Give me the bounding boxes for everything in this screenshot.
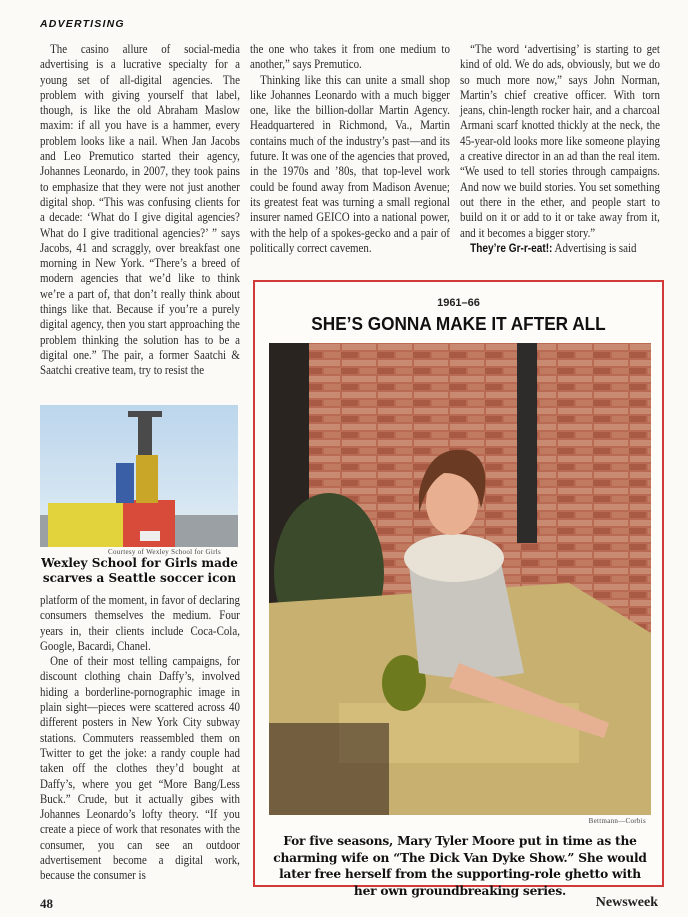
photo-caption: Wexley School for Girls made scarves a Seattle soccer icon xyxy=(41,556,238,585)
sidebar-years: 1961–66 xyxy=(437,297,480,309)
paragraph: the one who takes it from one medium to another,” says Premutico. xyxy=(250,41,450,72)
paragraph: Thinking like this can unite a small shop like Johannes Leonardo with a much bigger one, like the billion-dollar Martin Agency. Headquartered in Richmond, Va., Martin contains much of the industry’s past—and its future. It was one of the agencies that proved, in the 1970s and ’80s, that top-level work could be found away from Madison Avenue; its greatest feat was turning a small regional insurer named GEICO into a national power, with the help of a spokes-gecko and a pair of politically correct cavemen. xyxy=(250,71,450,255)
paragraph: “The word ‘advertising’ is starting to get kind of old. We do ads, obviously, but we do so much more now,” says John Norman, Martin’s chief creative officer. With torn jeans, chin-length rocker hair, and a charcoal Armani scarf knotted thickly at the neck, the 45-year-old looks more like someone playing a creative director in an ad than the real item. “We used to tell stories through campaigns. And now we build stories. You set something out there in the ether, and people start to build on it or add to it or take away from it, and it becomes a bigger story.” xyxy=(460,41,660,240)
article-column-1-top xyxy=(40,41,240,378)
article-column-3 xyxy=(460,41,660,256)
subhead: They’re Gr-r-eat!: xyxy=(470,240,553,255)
publication-name: Newsweek xyxy=(595,895,658,910)
paragraph: One of their most telling campaigns, for discount clothing chain Daffy’s, involved hiding a borderline-pornographic image in plain sight—pieces were scattered across 40 different posters in New York City subway stations. Commuters reassembled them on Twitter to get the joke: a randy couple had taken off the clothes they’d bought at Daffy’s, where you get “More Bang/Less Buck.” Crude, but it actually gibes with Johannes Leonardo’s lofty theory. “If you create a piece of work that resonates with the consumer, you can see an outdoor advertisement become a digital work, because the consumer is xyxy=(40,653,240,883)
mary-tyler-moore-photo xyxy=(269,343,651,815)
paragraph: platform of the moment, in favor of declaring consumers themselves the medium. Four years in, their clients include Coca-Cola, Google, Bacardi, Chanel. xyxy=(40,592,240,653)
wexley-building-photo xyxy=(40,405,238,547)
sidebar-headline: SHE’S GONNA MAKE IT AFTER ALL xyxy=(311,313,606,334)
photo-credit: Bettmann—Corbis xyxy=(588,817,646,825)
sidebar-caption: For five seasons, Mary Tyler Moore put in time as the charming wife on “The Dick Van Dyke Show.” She would later free herself from the supporting-role ghetto with her own groundbreaking series. xyxy=(273,834,647,898)
photo-credit: Courtesy of Wexley School for Girls xyxy=(108,548,222,556)
paragraph: Advertising is said xyxy=(552,239,637,255)
article-column-1-bottom xyxy=(40,592,240,883)
article-column-2 xyxy=(250,41,450,255)
section-label: ADVERTISING xyxy=(40,18,125,30)
page-number: 48 xyxy=(40,896,53,911)
paragraph: The casino allure of social-media advertising is a lucrative specialty for a young set of all-digital agencies. The problem with giving yourself that label, though, is like the old Abraham Maslow maxim: if all you have is a hammer, every problem looks like a nail. When Jan Jacobs and Leo Premutico started their agency, Johannes Leonardo, in 2007, they took pains to emphasize that they were not just another digital shop. “This was confusing clients for a decade: ‘What do I give digital agencies? What do I give traditional agencies?’ ” says Jacobs, 41 and scraggly, over breakfast one morning in New York. “There’s a breed of modern agencies that we’d like to think we’re a part of, that don’t really think about things like that. Because if you’re a purely digital agency, then you start approaching the problem thinking the solution has to be a digital one.” The pair, a former Saatchi & Saatchi creative team, try to resist the xyxy=(40,41,240,378)
sidebar-box xyxy=(253,280,664,898)
